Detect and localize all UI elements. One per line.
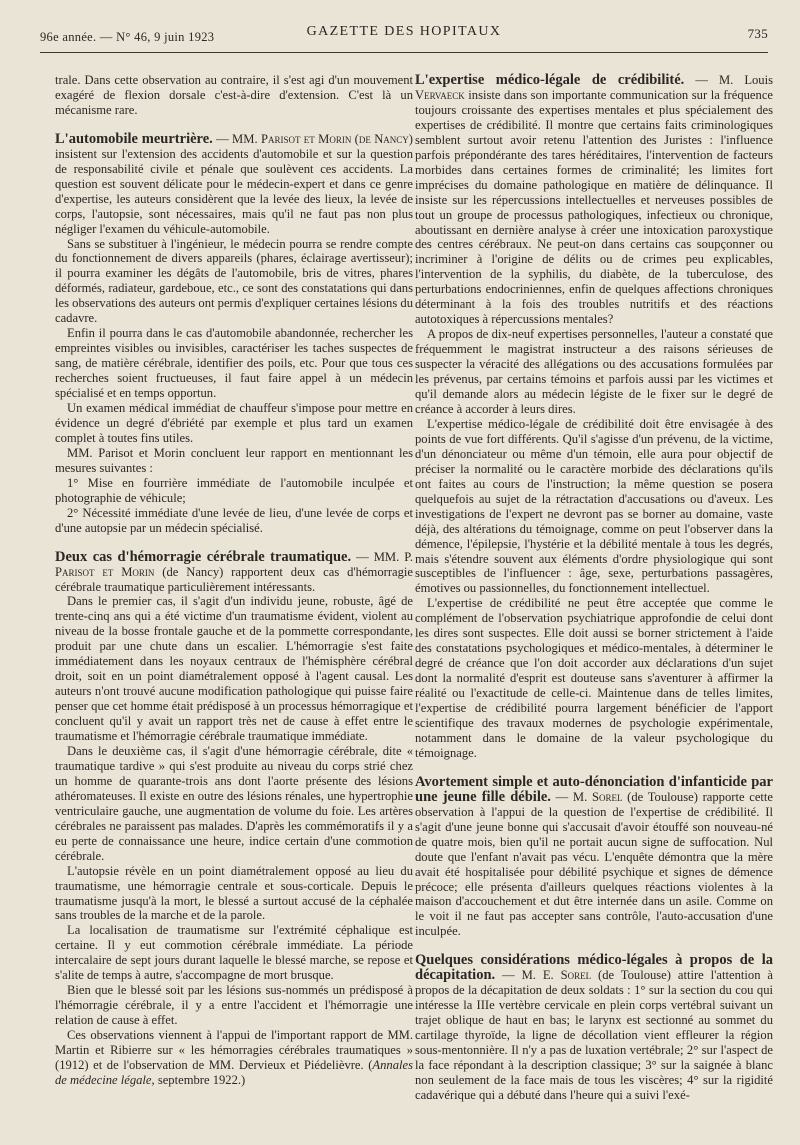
article-lead-text: (de Toulouse) rapporte cette observation à l'appui de la question de l'expertise de crédibilité. Il s'agit d'une jeune bonne qui s'accusait d'avoir étouffé son nouveau-né de quatre mois, bien qu'il ne portait aucun signe de suffocation. Nul doute que l'enfant n'avait pas vécu. L'enquête démontra que la mère avait été hospitalisée pour débilité psychique et signes de démence précoce; elle présenta d'ailleurs quelques réactions violentes à la maison d'accouchement et dut être internée dans un asile. Comme on le voit il ne faut pas accepter sans contrôle, l'auto-accusation d'une inculpée. bbox=[415, 789, 773, 939]
article-lead-text: insiste dans son importante communication sur la fréquence toujours croissante des expertises mentales et plus spécialement des expertises de crédibilité. Il montre que certains faits criminologiques semblent surtout avoir retenu l'attention des Juristes : l'influence parfois prépondérante des tares héréditaires, l'intervention de facteurs morbides dans certaines formes de criminalité; les limites fort imprécises du domaine pathologique en matière de délinquance. Il insiste sur les répercussions intellectuelles et nerveuses possibles de tout un groupe de processus pathologiques, infectieux ou chronique, aboutissant en dernière analyse à créer une intoxication paroxystique des centres cérébraux. Ne peut-on dans certains cas soupçonner ou incriminer à l'origine de délits ou de crimes peu explicables, l'intervention de la syphilis, du diabète, de la tuberculose, des perturbations endocriniennes, enfin de quelques affections chroniques déterminant à la fois des troubles nutritifs et des réactions autotoxiques à répercussions mentales? bbox=[415, 87, 773, 327]
article-byline-prefix: — M. bbox=[550, 789, 592, 804]
article-title: Quelques considérations médico-légales à propos de la décapitation. bbox=[415, 952, 773, 984]
citation-journal: Annales de médecine légale bbox=[55, 1058, 413, 1087]
left-column bbox=[55, 73, 413, 1088]
article-title: Deux cas d'hémorragie cérébrale traumatique. bbox=[55, 548, 352, 565]
article-hemorragie bbox=[55, 550, 413, 1088]
article-lead-text: insistent sur l'extension des accidents d'automobile et sur la question de responsabilité civile et pénale que soulèvent ces accidents. La question est souvent délicate pour le médecin-expert et dans ce genre d'expertise, les auteurs considèrent que la levée des lieux, la levée de corps, l'autopsie, sont nécessaires, mais qu'il ne faut pas non plus négliger l'examen du véhicule-automobile. bbox=[55, 146, 413, 236]
paragraph: La localisation de traumatisme sur l'extrémité céphalique est certaine. Il y eut commotion cérébrale immédiate. La période intercalaire de sept jours durant laquelle le blessé marche, se repose et s'alite de temps à autre, s'accompagne de mort brusque. bbox=[55, 923, 413, 983]
article-byline-prefix: — M. Louis bbox=[684, 73, 774, 87]
article-byline-names: Sorel bbox=[560, 968, 592, 983]
paragraph: A propos de dix-neuf expertises personnelles, l'auteur a constaté que fréquemment le magistrat instructeur a des raisons sérieuses de suspecter la véracité des allégations ou des accusations formulées par les prévenus, par certains témoins et parfois aussi par les victimes et qu'il demande alors au médecin légiste de le fixer sur le degré de créance à accorder à leurs dires. bbox=[415, 327, 773, 416]
article-byline-names: Parisot et Morin bbox=[55, 564, 155, 579]
paragraph: MM. Parisot et Morin concluent leur rapport en mentionnant les mesures suivantes : bbox=[55, 445, 413, 475]
page-number: 735 bbox=[747, 26, 768, 41]
article-avortement bbox=[415, 775, 773, 939]
article-credibilite bbox=[415, 73, 773, 761]
article-byline-names: Sorel bbox=[591, 789, 623, 804]
article-lead-text: (de Toulouse) attire l'attention à propos de la décapitation de deux soldats : 1° sur la section du cou qui intéresse la IIIe vertèbre cervicale en plein corps vertébral suivant un trajet oblique de haut en bas; le larynx est sectionné au sommet du cartilage thyroïde, la ligne de décollation vient effleurer la région sous-mentonnière. Il n'y a pas de luxation vertébrale; 2° sur l'aspect de la face répondant à la description classique; 3° sur la saignée à blanc non seulement de la face mais de tous les viscères; 4° sur la rigidité cadavérique qui a débuté dans l'heure qui a suivi l'exé- bbox=[415, 968, 774, 1102]
article-byline: — MM. Parisot et Morin (de Nancy) bbox=[212, 131, 413, 146]
list-item: 1° Mise en fourrière immédiate de l'automobile inculpée et photographie de véhicule; bbox=[55, 475, 413, 505]
paragraph: L'expertise médico-légale de crédibilité doit être envisagée à des points de vue fort différents. Qu'il s'agisse d'un prévenu, de la victime, d'un dénonciateur ou même d'un témoin, elle aura pour objectif de préciser la normalité ou le caractère morbide des déclarations qu'ils ont faites au cours de l'instruction; la même question se posera quelquefois au sujet de la rétractation d'accusations ou d'aveux. Les investigations de l'expert ne devront pas se borner au domaine, vaste déjà, des altérations du témoignage, comme on peut l'observer dans la démence, l'épilepsie, l'hystérie et la débilité mentale à tous les degrés, mais s'étendre souvent aux éléments d'ordre physiologique qui sont susceptibles de l'influencer : âge, sexe, perturbations passagères, émotives ou passionnelles, du fonctionnement intellectuel. bbox=[415, 416, 773, 596]
paragraph: Sans se substituer à l'ingénieur, le médecin pourra se rendre compte du fonctionnement de divers appareils (phares, éclairage avertisseur); il pourra examiner les dégâts de l'automobile, bris de vitres, phares déformés, radiateur, gardeboue, etc., ce sont des constatations qui dans les observations des auteurs ont permis d'expliquer certaines lésions du cadavre. bbox=[55, 236, 413, 326]
paragraph: Dans le premier cas, il s'agit d'un individu jeune, robuste, âgé de trente-cinq ans qui a été victime d'un traumatisme évident, violent au niveau de la bosse frontale gauche et de la pommette correspondante, produit par une chute dans un escalier. L'hémorragie s'est faite immédiatement dans les noyaux centraux de l'hémisphère cérébral droit, soit en un point diamétralement opposé à l'agent causal. Les auteurs n'ont trouvé aucune modification pathologique qui puisse faire penser que cet homme était prédisposé à un processus hémorragique et concluent qu'il y avait un rapport très net de cause à effet entre le traumatisme et l'hémorragie cérébrale traumatique immédiate. bbox=[55, 594, 413, 744]
citation-text: Ces observations viennent à l'appui de l'important rapport de MM. Martin et Ribierre sur « les hémorragies cérébrales traumatiques » (1912) et de l'observation de MM. Dervieux et Piédelièvre. ( bbox=[55, 1028, 413, 1072]
article-title: Avortement simple et auto-dénonciation d'infanticide par une jeune fille débile. bbox=[415, 773, 773, 805]
paragraph: Bien que le blessé soit par les lésions sus-nommés un prédisposé à l'hémorragie cérébrale, il y a entre l'accident et l'hémorragie une relation de cause à effet. bbox=[55, 983, 413, 1028]
article-byline-prefix: — M. E. bbox=[495, 968, 561, 983]
article-title: L'expertise médico-légale de crédibilité. bbox=[415, 72, 685, 88]
paragraph: Enfin il pourra dans le cas d'automobile abandonnée, rechercher les empreintes visibles ou invisibles, caractériser les taches suspectes de sang, de matière cérébrale, identifier des poils, etc. Pour que tous ces recherches soient fructueuses, il faut faire appel à un médecin spécialisé et en temps opportun. bbox=[55, 326, 413, 401]
paragraph: trale. Dans cette observation au contraire, il s'est agi d'un mouvement exagéré de flexion dorsale c'est-à-dire d'extension. C'est là un mécanisme rare. bbox=[55, 73, 413, 117]
paragraph-citation bbox=[55, 1028, 413, 1088]
article-lead-text: (de Nancy) rapportent deux cas d'hémorragie cérébrale traumatique particulièrement intéressants. bbox=[55, 564, 413, 594]
article-automobile bbox=[55, 132, 413, 536]
article-title: L'automobile meurtrière. bbox=[55, 130, 213, 147]
citation-date: , septembre 1922.) bbox=[151, 1072, 246, 1087]
issue-line: 96e année. — N° 46, 9 juin 1923 bbox=[40, 30, 215, 44]
list-item: 2° Nécessité immédiate d'une levée de lieu, d'une levée de corps et d'une autopsie par un médecin spécialisé. bbox=[55, 505, 413, 535]
page-header bbox=[40, 22, 768, 48]
header-rule bbox=[40, 52, 768, 53]
right-column bbox=[415, 73, 773, 1103]
journal-title: GAZETTE DES HOPITAUX bbox=[306, 24, 502, 39]
article-byline-names: Vervaeck bbox=[415, 87, 465, 102]
paragraph: Dans le deuxième cas, il s'agit d'une hémorragie cérébrale, dite « traumatique tardive » qui s'est produite au niveau du corps strié chez un homme de quarante-trois ans dont l'aorte présente des lésions athéromateuses. Il existe en outre des lésions rénales, une hypertrophie ventriculaire gauche, une augmentation de volume du foie. Les artères cérébrales ne paraissent pas malades. D'après les commémoratifs il y a eu perte de connaissance une heure, indice certain d'une commotion cérébrale. bbox=[55, 743, 413, 863]
paragraph: L'autopsie révèle en un point diamétralement opposé au lieu du traumatisme, une hémorragie centrale et sous-corticale. Depuis le traumatisme jusqu'à la mort, le blessé a surtout accusé de la céphalée sans troubles de la marche et de la parole. bbox=[55, 863, 413, 923]
paragraph: L'expertise de crédibilité ne peut être acceptée que comme le complément de l'observation psychiatrique approfondie de celui dont les dires sont suspectes. Elle doit aussi se borner strictement à l'aide des constatations psychologiques et médico-mentales, à déterminer le degré de créance que l'on doit accorder aux déclarations d'un sujet dont la normalité d'esprit est douteuse sans s'aventurer à affirmer la réalité ou l'exactitude de celle-ci. Maintenue dans de telles limites, l'expertise de crédibilité pourra largement bénéficier de l'apport scientifique des travaux modernes de psychologie expérimentale, notamment dans le domaine de la valeur psychologique du témoignage. bbox=[415, 596, 773, 760]
article-byline-prefix: — MM. P. bbox=[351, 549, 414, 564]
article-continuation bbox=[55, 73, 413, 118]
paragraph: Un examen médical immédiat de chauffeur s'impose pour mettre en évidence un degré d'ébriété par exemple et plus tard un examen complet à toutes fins utiles. bbox=[55, 401, 413, 445]
article-decapitation bbox=[415, 953, 773, 1103]
